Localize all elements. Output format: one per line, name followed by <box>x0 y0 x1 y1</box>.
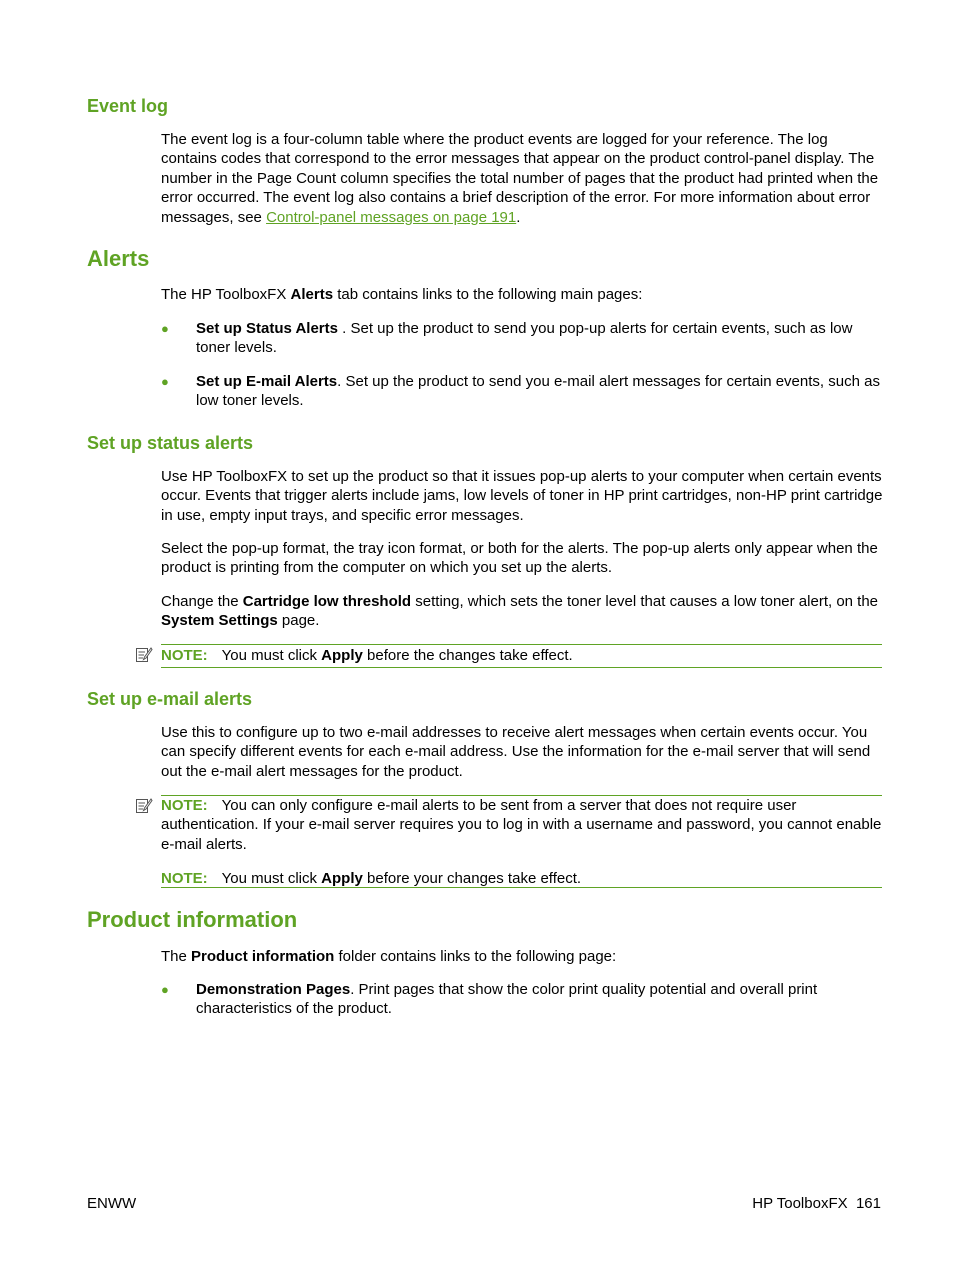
list-item-text <box>196 319 882 358</box>
product-info-intro-a: The <box>161 948 192 965</box>
bullet-icon: ● <box>161 982 169 997</box>
alerts-intro-bold: Alerts <box>290 286 334 303</box>
footer-left: ENWW <box>87 1195 137 1212</box>
event-log-text: The event log is a four-column table where the product events are logged for your reference. The log contains codes that correspond to the error messages that appear on the product control-panel display. The number in the Page Count column specifies the total number of pages that the product had printed when the error occurred. The event log also contains a brief description of the error. For more information about error messages, see <box>161 131 879 226</box>
bullet-icon: ● <box>161 374 169 389</box>
note <box>161 869 883 888</box>
para3-b: setting, which sets the toner level that causes a low toner alert, on the <box>411 593 879 610</box>
note-icon <box>135 646 153 664</box>
status-alerts-paragraph-3 <box>161 592 883 631</box>
list-item-desc: . Set up the product to send you e-mail alert messages for certain events, such as low toner levels. <box>196 373 880 410</box>
footer-title: HP ToolboxFX <box>752 1195 848 1212</box>
note-icon <box>135 797 153 815</box>
note-bottom-rule <box>161 667 882 668</box>
note-text-a: You must click <box>221 647 322 664</box>
note-text: You can only configure e-mail alerts to be sent from a server that does not require user authentication. If your e-mail server requires you to log in with a username and password, you cannot enable e-mail alerts. <box>161 797 882 853</box>
status-alerts-paragraph-1: Use HP ToolboxFX to set up the product so that it issues pop-up alerts to your computer when certain events occur. Events that trigger alerts include jams, low levels of toner in HP print cartridges, non-HP print cartridge in use, empty input trays, and specific error messages. <box>161 468 883 524</box>
note-label: NOTE: <box>161 797 208 814</box>
section-heading-event-log: Event log <box>87 96 169 116</box>
list-item-bold: Set up Status Alerts <box>196 320 338 337</box>
note-bottom-rule <box>161 887 882 888</box>
section-heading-status-alerts: Set up status alerts <box>87 433 254 453</box>
note-text-b: before your changes take effect. <box>362 870 582 887</box>
note-label: NOTE: <box>161 870 208 887</box>
note-text-b: before the changes take effect. <box>362 647 573 664</box>
para3-c: page. <box>277 612 320 630</box>
para3-bold2: System Settings <box>161 612 278 630</box>
note-text-a: You must click <box>221 870 322 887</box>
bullet-icon: ● <box>161 321 169 336</box>
product-info-intro-b: folder contains links to the following page: <box>334 948 617 965</box>
note <box>161 646 883 665</box>
section-heading-email-alerts: Set up e-mail alerts <box>87 689 253 709</box>
event-log-paragraph <box>161 130 883 227</box>
product-info-intro <box>161 947 883 966</box>
list-item-desc: . Set up the product to send you pop-up alerts for certain events, such as low toner levels. <box>196 320 853 357</box>
page-number: 161 <box>855 1195 881 1212</box>
control-panel-messages-link[interactable]: Control-panel messages on page 191 <box>266 208 517 226</box>
event-log-period: . <box>516 208 521 226</box>
alerts-intro-b: tab contains links to the following main pages: <box>333 286 643 303</box>
footer-right <box>752 1194 881 1213</box>
list-item-bold: Set up E-mail Alerts <box>196 373 338 390</box>
note-top-rule <box>161 644 882 645</box>
note-text-bold: Apply <box>321 870 363 887</box>
alerts-intro <box>161 285 883 304</box>
note-label: NOTE: <box>161 647 208 664</box>
section-heading-product-information: Product information <box>87 907 298 932</box>
list-item-desc: . Print pages that show the color print quality potential and overall print characteristics of the product. <box>196 981 818 1018</box>
para3-a: Change the <box>161 593 243 610</box>
list-item-bold: Demonstration Pages <box>196 981 351 998</box>
list-item-text <box>196 372 882 411</box>
email-alerts-paragraph-1: Use this to configure up to two e-mail addresses to receive alert messages when certain events occur. You can specify different events for each e-mail address. Use the information for the e-mail server that will send out the e-mail alert messages for the product. <box>161 724 871 780</box>
section-heading-alerts: Alerts <box>87 246 150 271</box>
note-text-bold: Apply <box>321 647 363 664</box>
para3-bold1: Cartridge low threshold <box>242 593 412 610</box>
alerts-intro-a: The HP ToolboxFX <box>161 286 291 303</box>
product-info-intro-bold: Product information <box>191 948 335 965</box>
status-alerts-paragraph-2: Select the pop-up format, the tray icon format, or both for the alerts. The pop-up alerts only appear when the product is printing from the computer on which you set up the alerts. <box>161 540 878 577</box>
note <box>161 796 883 854</box>
list-item-text <box>196 980 882 1019</box>
